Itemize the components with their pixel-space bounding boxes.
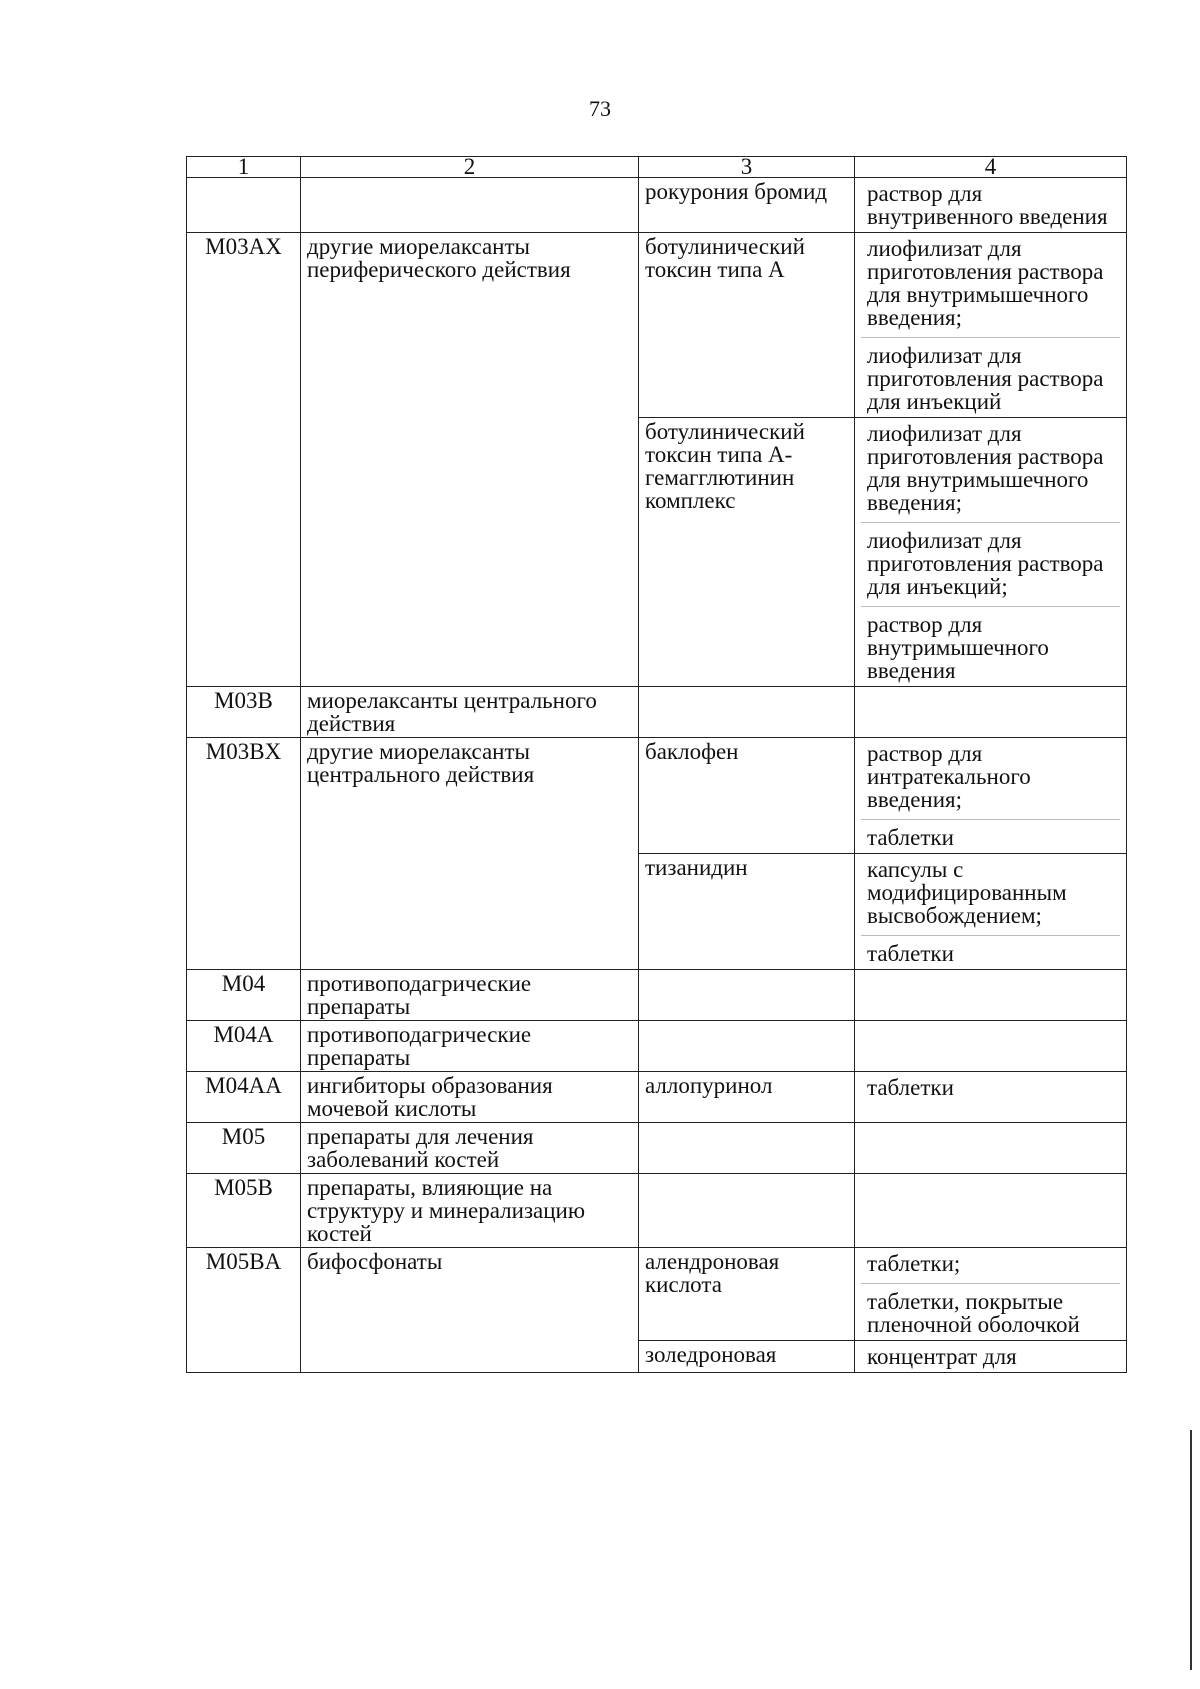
table-row bbox=[187, 738, 1127, 854]
drug-name-cell bbox=[639, 1021, 855, 1072]
table-row bbox=[187, 1072, 1127, 1123]
atc-code-cell: M03B bbox=[187, 687, 301, 738]
drug-name-cell: тизанидин bbox=[639, 854, 855, 970]
atc-code-cell: M04AA bbox=[187, 1072, 301, 1123]
dosage-form-item: таблетки, покрытые пленочной оболочкой bbox=[861, 1283, 1120, 1338]
atc-group-name-cell: бифосфонаты bbox=[301, 1248, 639, 1373]
atc-code-cell: M05B bbox=[187, 1174, 301, 1248]
drug-name-cell bbox=[639, 1123, 855, 1174]
dosage-forms-cell bbox=[855, 970, 1127, 1021]
page-number: 73 bbox=[589, 96, 611, 121]
drug-name-cell: ботулинический токсин типа A bbox=[639, 233, 855, 418]
atc-group-name-cell: другие миорелаксанты периферического действия bbox=[301, 233, 639, 687]
dosage-forms-cell bbox=[855, 1123, 1127, 1174]
atc-group-name-cell: ингибиторы образования мочевой кислоты bbox=[301, 1072, 639, 1123]
atc-code-cell: M04 bbox=[187, 970, 301, 1021]
atc-code-cell: M05 bbox=[187, 1123, 301, 1174]
dosage-forms-cell bbox=[855, 1072, 1127, 1123]
atc-code-cell: M05BA bbox=[187, 1248, 301, 1373]
drug-name-cell: ботулинический токсин типа А-гемагглютинин комплекс bbox=[639, 418, 855, 687]
dosage-forms-cell bbox=[855, 1248, 1127, 1341]
table-row bbox=[187, 1123, 1127, 1174]
table-row bbox=[187, 1248, 1127, 1341]
dosage-form-item: лиофилизат для приготовления раствора для инъекций bbox=[861, 337, 1120, 415]
dosage-form-item: капсулы с модифицированным высвобождением; bbox=[867, 857, 1067, 928]
dosage-form-item: лиофилизат для приготовления раствора для внутримышечного введения; bbox=[867, 421, 1104, 515]
header-row bbox=[187, 157, 1127, 178]
dosage-form-item: таблетки bbox=[861, 819, 1120, 851]
dosage-forms-cell bbox=[855, 233, 1127, 418]
header-col-3: 3 bbox=[639, 157, 855, 178]
dosage-form-item: таблетки bbox=[861, 935, 1120, 967]
atc-group-name-cell: другие миорелаксанты центрального действия bbox=[301, 738, 639, 970]
atc-code-cell bbox=[187, 178, 301, 233]
margin-line bbox=[1190, 1430, 1192, 1670]
atc-code-cell: M04A bbox=[187, 1021, 301, 1072]
drug-name-cell: рокурония бромид bbox=[639, 178, 855, 233]
dosage-forms-cell bbox=[855, 1174, 1127, 1248]
atc-group-name-cell: противоподагрические препараты bbox=[301, 1021, 639, 1072]
dosage-forms-cell bbox=[855, 687, 1127, 738]
drug-name-cell: золедроновая bbox=[639, 1341, 855, 1373]
atc-code-cell: M03BX bbox=[187, 738, 301, 970]
atc-group-name-cell: противоподагрические препараты bbox=[301, 970, 639, 1021]
dosage-form-item: раствор для внутримышечного введения bbox=[861, 606, 1120, 684]
drug-name-cell bbox=[639, 970, 855, 1021]
table-row bbox=[187, 233, 1127, 418]
table-row bbox=[187, 687, 1127, 738]
header-col-2: 2 bbox=[301, 157, 639, 178]
dosage-form-item: лиофилизат для приготовления раствора для внутримышечного введения; bbox=[867, 236, 1104, 330]
table-row bbox=[187, 970, 1127, 1021]
dosage-form-item: таблетки; bbox=[867, 1251, 961, 1276]
medication-table bbox=[186, 156, 1127, 1373]
drug-name-cell: алендроновая кислота bbox=[639, 1248, 855, 1341]
dosage-forms-cell bbox=[855, 178, 1127, 233]
atc-group-name-cell: препараты, влияющие на структуру и минерализацию костей bbox=[301, 1174, 639, 1248]
dosage-forms-cell bbox=[855, 854, 1127, 970]
table-row bbox=[187, 178, 1127, 233]
dosage-forms-cell bbox=[855, 1021, 1127, 1072]
dosage-form-item: таблетки bbox=[867, 1075, 954, 1100]
table-row bbox=[187, 1174, 1127, 1248]
atc-group-name-cell: миорелаксанты центрального действия bbox=[301, 687, 639, 738]
table-body bbox=[187, 178, 1127, 1373]
atc-code-cell: M03AX bbox=[187, 233, 301, 687]
dosage-forms-cell bbox=[855, 418, 1127, 687]
dosage-form-item: концентрат для bbox=[867, 1344, 1017, 1369]
header-col-1: 1 bbox=[187, 157, 301, 178]
dosage-form-item: раствор для интратекального введения; bbox=[867, 741, 1031, 812]
drug-name-cell: аллопуринол bbox=[639, 1072, 855, 1123]
header-col-4: 4 bbox=[855, 157, 1127, 178]
table-header bbox=[187, 154, 1127, 179]
atc-group-name-cell: препараты для лечения заболеваний костей bbox=[301, 1123, 639, 1174]
dosage-form-item: раствор для внутривенного введения bbox=[867, 181, 1108, 229]
table-row bbox=[187, 1021, 1127, 1072]
atc-group-name-cell bbox=[301, 178, 639, 233]
drug-name-cell bbox=[639, 687, 855, 738]
dosage-form-item: лиофилизат для приготовления раствора для инъекций; bbox=[861, 522, 1120, 600]
drug-name-cell bbox=[639, 1174, 855, 1248]
dosage-forms-cell bbox=[855, 738, 1127, 854]
dosage-forms-cell bbox=[855, 1341, 1127, 1373]
drug-name-cell: баклофен bbox=[639, 738, 855, 854]
